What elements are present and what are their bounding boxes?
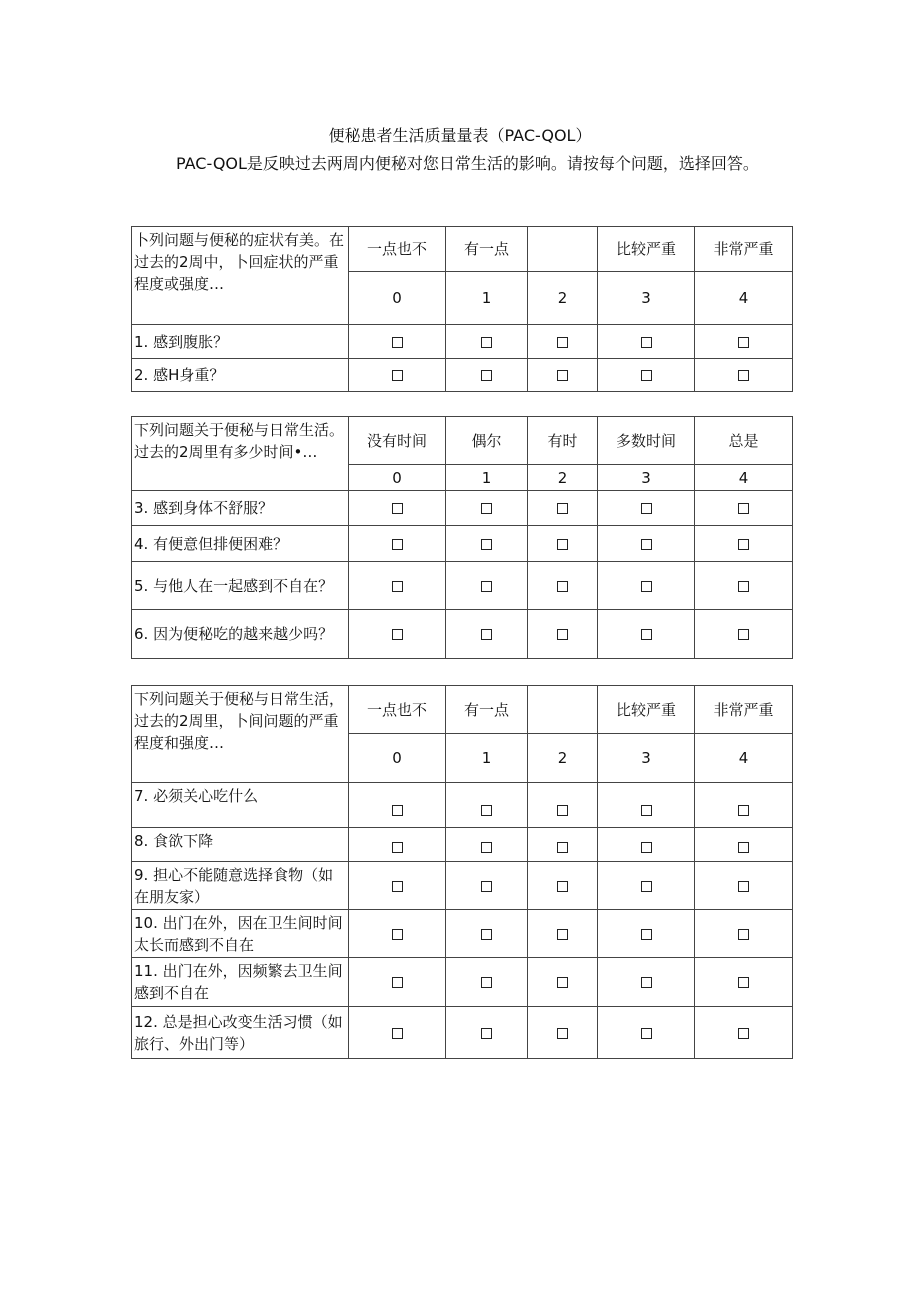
scale-label: 总是 bbox=[695, 417, 793, 465]
answer-cell[interactable] bbox=[695, 910, 793, 958]
answer-cell[interactable] bbox=[598, 862, 695, 910]
scale-score: 3 bbox=[598, 465, 695, 491]
question-text: 6. 因为便秘吃的越来越少吗？ bbox=[132, 610, 349, 659]
answer-cell[interactable] bbox=[695, 359, 793, 392]
scale-label: 偶尔 bbox=[446, 417, 528, 465]
scale-score: 0 bbox=[349, 734, 446, 783]
checkbox-icon[interactable] bbox=[641, 337, 652, 348]
scale-label: 比较严重 bbox=[598, 686, 695, 734]
scale-label: 有时 bbox=[528, 417, 598, 465]
scale-label: 多数时间 bbox=[598, 417, 695, 465]
table-row bbox=[132, 1007, 793, 1059]
checkbox-icon[interactable] bbox=[392, 842, 403, 853]
checkbox-icon[interactable] bbox=[392, 539, 403, 550]
answer-cell[interactable] bbox=[446, 610, 528, 659]
scale-label: 有一点 bbox=[446, 686, 528, 734]
checkbox-icon[interactable] bbox=[481, 337, 492, 348]
scale-score: 1 bbox=[446, 465, 528, 491]
answer-cell[interactable] bbox=[349, 862, 446, 910]
checkbox-icon[interactable] bbox=[641, 842, 652, 853]
question-text: 5. 与他人在一起感到不自在？ bbox=[132, 562, 349, 610]
checkbox-icon[interactable] bbox=[557, 539, 568, 550]
question-text: 9. 担心不能随意选择食物（如在朋友家） bbox=[132, 862, 349, 910]
checkbox-icon[interactable] bbox=[557, 977, 568, 988]
checkbox-icon[interactable] bbox=[392, 881, 403, 892]
answer-cell[interactable] bbox=[446, 491, 528, 526]
checkbox-icon[interactable] bbox=[392, 581, 403, 592]
checkbox-icon[interactable] bbox=[481, 629, 492, 640]
answer-cell[interactable] bbox=[446, 562, 528, 610]
scale-label: 非常严重 bbox=[695, 686, 793, 734]
answer-cell[interactable] bbox=[598, 828, 695, 862]
scale-score: 0 bbox=[349, 272, 446, 325]
answer-cell[interactable] bbox=[695, 562, 793, 610]
table-row bbox=[132, 862, 793, 910]
checkbox-icon[interactable] bbox=[392, 805, 403, 816]
scale-score: 4 bbox=[695, 272, 793, 325]
table-row bbox=[132, 526, 793, 562]
checkbox-icon[interactable] bbox=[641, 370, 652, 381]
checkbox-icon[interactable] bbox=[738, 881, 749, 892]
daily-life-severity-table bbox=[131, 685, 793, 1059]
checkbox-icon[interactable] bbox=[557, 881, 568, 892]
answer-cell[interactable] bbox=[446, 783, 528, 828]
checkbox-icon[interactable] bbox=[392, 503, 403, 514]
answer-cell[interactable] bbox=[695, 610, 793, 659]
question-text: 1. 感到腹胀？ bbox=[132, 325, 349, 359]
checkbox-icon[interactable] bbox=[557, 370, 568, 381]
checkbox-icon[interactable] bbox=[738, 977, 749, 988]
checkbox-icon[interactable] bbox=[481, 881, 492, 892]
table-lead-text: 卜列问题与便秘的症状有美。在过去的2周中，卜回症状的严重程度或强度… bbox=[132, 227, 349, 325]
question-text: 8. 食欲下降 bbox=[132, 828, 349, 862]
scale-label: 比较严重 bbox=[598, 227, 695, 272]
scale-label bbox=[528, 686, 598, 734]
checkbox-icon[interactable] bbox=[557, 581, 568, 592]
checkbox-icon[interactable] bbox=[392, 1028, 403, 1039]
answer-cell[interactable] bbox=[598, 325, 695, 359]
question-text: 3. 感到身体不舒服？ bbox=[132, 491, 349, 526]
answer-cell[interactable] bbox=[349, 325, 446, 359]
answer-cell[interactable] bbox=[446, 359, 528, 392]
page-title: 便秘患者生活质量量表（PAC-QOL） bbox=[328, 126, 592, 145]
answer-cell[interactable] bbox=[446, 1007, 528, 1059]
checkbox-icon[interactable] bbox=[392, 977, 403, 988]
answer-cell[interactable] bbox=[695, 958, 793, 1007]
scale-score: 4 bbox=[695, 465, 793, 491]
checkbox-icon[interactable] bbox=[641, 1028, 652, 1039]
answer-cell[interactable] bbox=[349, 526, 446, 562]
question-text: 12. 总是担心改变生活习惯（如旅行、外出门等） bbox=[132, 1007, 349, 1059]
table-row bbox=[132, 828, 793, 862]
answer-cell[interactable] bbox=[349, 610, 446, 659]
answer-cell[interactable] bbox=[598, 1007, 695, 1059]
checkbox-icon[interactable] bbox=[641, 629, 652, 640]
checkbox-icon[interactable] bbox=[641, 929, 652, 940]
checkbox-icon[interactable] bbox=[481, 929, 492, 940]
intro-text: PAC-QOL是反映过去两周内便秘对您日常生活的影响。请按每个问题，选择回答。 bbox=[176, 154, 759, 173]
answer-cell[interactable] bbox=[598, 910, 695, 958]
checkbox-icon[interactable] bbox=[738, 370, 749, 381]
checkbox-icon[interactable] bbox=[557, 805, 568, 816]
checkbox-icon[interactable] bbox=[641, 503, 652, 514]
answer-cell[interactable] bbox=[349, 958, 446, 1007]
answer-cell[interactable] bbox=[598, 491, 695, 526]
checkbox-icon[interactable] bbox=[738, 805, 749, 816]
answer-cell[interactable] bbox=[528, 862, 598, 910]
answer-cell[interactable] bbox=[349, 783, 446, 828]
answer-cell[interactable] bbox=[598, 526, 695, 562]
checkbox-icon[interactable] bbox=[481, 842, 492, 853]
answer-cell[interactable] bbox=[695, 491, 793, 526]
answer-cell[interactable] bbox=[349, 1007, 446, 1059]
scale-score: 3 bbox=[598, 272, 695, 325]
checkbox-icon[interactable] bbox=[557, 929, 568, 940]
answer-cell[interactable] bbox=[446, 910, 528, 958]
checkbox-icon[interactable] bbox=[641, 805, 652, 816]
checkbox-icon[interactable] bbox=[738, 503, 749, 514]
answer-cell[interactable] bbox=[528, 828, 598, 862]
checkbox-icon[interactable] bbox=[481, 539, 492, 550]
checkbox-icon[interactable] bbox=[738, 581, 749, 592]
checkbox-icon[interactable] bbox=[641, 881, 652, 892]
checkbox-icon[interactable] bbox=[641, 977, 652, 988]
checkbox-icon[interactable] bbox=[481, 503, 492, 514]
checkbox-icon[interactable] bbox=[481, 370, 492, 381]
checkbox-icon[interactable] bbox=[557, 1028, 568, 1039]
scale-label bbox=[528, 227, 598, 272]
answer-cell[interactable] bbox=[695, 526, 793, 562]
checkbox-icon[interactable] bbox=[557, 337, 568, 348]
checkbox-icon[interactable] bbox=[738, 842, 749, 853]
answer-cell[interactable] bbox=[528, 526, 598, 562]
scale-label: 非常严重 bbox=[695, 227, 793, 272]
table-row bbox=[132, 610, 793, 659]
table-row bbox=[132, 325, 793, 359]
answer-cell[interactable] bbox=[528, 783, 598, 828]
checkbox-icon[interactable] bbox=[481, 1028, 492, 1039]
checkbox-icon[interactable] bbox=[481, 977, 492, 988]
question-text: 10. 出门在外，因在卫生间时间太长而感到不自在 bbox=[132, 910, 349, 958]
table-row bbox=[132, 958, 793, 1007]
answer-cell[interactable] bbox=[446, 862, 528, 910]
answer-cell[interactable] bbox=[528, 359, 598, 392]
answer-cell[interactable] bbox=[528, 910, 598, 958]
question-text: 7. 必须关心吃什么 bbox=[132, 783, 349, 828]
symptom-table bbox=[131, 226, 793, 392]
table-row bbox=[132, 562, 793, 610]
daily-life-frequency-table bbox=[131, 416, 793, 659]
scale-score: 2 bbox=[528, 272, 598, 325]
answer-cell[interactable] bbox=[598, 958, 695, 1007]
answer-cell[interactable] bbox=[349, 562, 446, 610]
answer-cell[interactable] bbox=[349, 359, 446, 392]
answer-cell[interactable] bbox=[598, 359, 695, 392]
answer-cell[interactable] bbox=[528, 1007, 598, 1059]
checkbox-icon[interactable] bbox=[392, 337, 403, 348]
scale-label: 一点也不 bbox=[349, 686, 446, 734]
checkbox-icon[interactable] bbox=[738, 1028, 749, 1039]
table-lead-text: 下列问题关于便秘与日常生活，过去的2周里，卜间问题的严重程度和强度… bbox=[132, 686, 349, 783]
answer-cell[interactable] bbox=[528, 325, 598, 359]
checkbox-icon[interactable] bbox=[481, 581, 492, 592]
scale-label: 一点也不 bbox=[349, 227, 446, 272]
answer-cell[interactable] bbox=[446, 828, 528, 862]
question-text: 4. 有便意但排便困难？ bbox=[132, 526, 349, 562]
answer-cell[interactable] bbox=[598, 562, 695, 610]
scale-label: 没有时间 bbox=[349, 417, 446, 465]
answer-cell[interactable] bbox=[528, 958, 598, 1007]
answer-cell[interactable] bbox=[695, 325, 793, 359]
question-text: 2. 感H身重？ bbox=[132, 359, 349, 392]
answer-cell[interactable] bbox=[446, 325, 528, 359]
checkbox-icon[interactable] bbox=[392, 929, 403, 940]
checkbox-icon[interactable] bbox=[392, 370, 403, 381]
scale-label: 有一点 bbox=[446, 227, 528, 272]
scale-score: 2 bbox=[528, 734, 598, 783]
answer-cell[interactable] bbox=[349, 491, 446, 526]
table-row bbox=[132, 491, 793, 526]
checkbox-icon[interactable] bbox=[738, 629, 749, 640]
answer-cell[interactable] bbox=[695, 862, 793, 910]
checkbox-icon[interactable] bbox=[557, 503, 568, 514]
answer-cell[interactable] bbox=[349, 828, 446, 862]
answer-cell[interactable] bbox=[598, 783, 695, 828]
checkbox-icon[interactable] bbox=[738, 337, 749, 348]
scale-score: 1 bbox=[446, 734, 528, 783]
checkbox-icon[interactable] bbox=[738, 539, 749, 550]
question-text: 11. 出门在外，因频繁去卫生间感到不自在 bbox=[132, 958, 349, 1007]
checkbox-icon[interactable] bbox=[481, 805, 492, 816]
checkbox-icon[interactable] bbox=[641, 581, 652, 592]
checkbox-icon[interactable] bbox=[392, 629, 403, 640]
checkbox-icon[interactable] bbox=[557, 842, 568, 853]
scale-score: 2 bbox=[528, 465, 598, 491]
answer-cell[interactable] bbox=[528, 491, 598, 526]
answer-cell[interactable] bbox=[695, 783, 793, 828]
answer-cell[interactable] bbox=[695, 828, 793, 862]
answer-cell[interactable] bbox=[528, 610, 598, 659]
checkbox-icon[interactable] bbox=[738, 929, 749, 940]
table-row bbox=[132, 359, 793, 392]
answer-cell[interactable] bbox=[349, 910, 446, 958]
answer-cell[interactable] bbox=[446, 958, 528, 1007]
answer-cell[interactable] bbox=[528, 562, 598, 610]
checkbox-icon[interactable] bbox=[641, 539, 652, 550]
table-lead-text: 下列问题关于便秘与日常生活。过去的2周里有多少时间•… bbox=[132, 417, 349, 491]
scale-score: 3 bbox=[598, 734, 695, 783]
answer-cell[interactable] bbox=[598, 610, 695, 659]
scale-score: 0 bbox=[349, 465, 446, 491]
answer-cell[interactable] bbox=[695, 1007, 793, 1059]
table-row bbox=[132, 783, 793, 828]
checkbox-icon[interactable] bbox=[557, 629, 568, 640]
scale-score: 1 bbox=[446, 272, 528, 325]
answer-cell[interactable] bbox=[446, 526, 528, 562]
scale-score: 4 bbox=[695, 734, 793, 783]
table-row bbox=[132, 910, 793, 958]
